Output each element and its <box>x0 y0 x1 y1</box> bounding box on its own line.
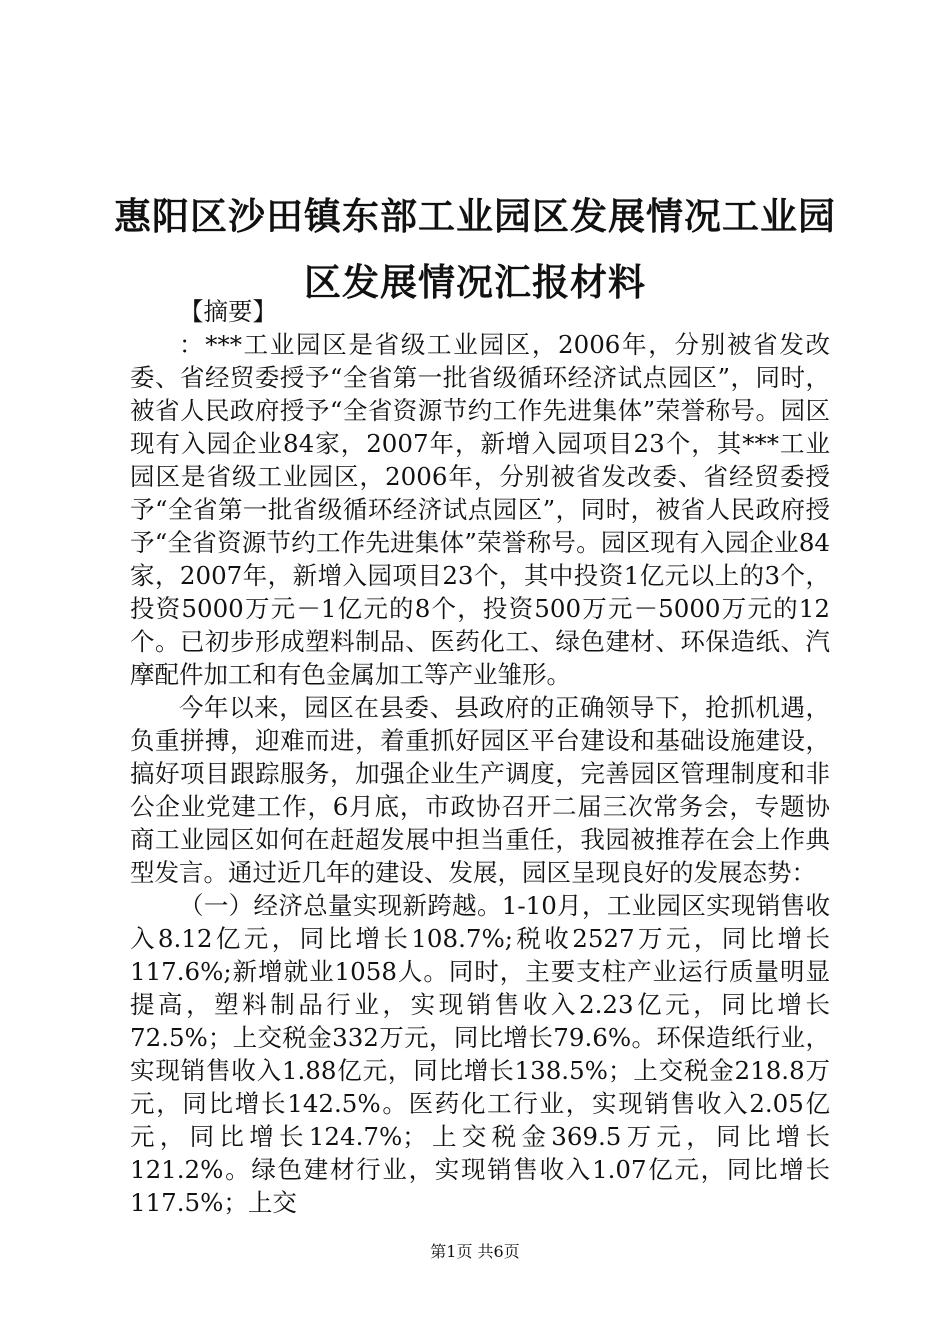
body-paragraph: （一）经济总量实现新跨越。1-10月，工业园区实现销售收入8.12亿元，同比增长108.7%;税收2527万元，同比增长117.6%;新增就业1058人。同时，主要支柱产业运行质量明显提高，塑料制品行业，实现销售收入2.23亿元，同比增长72.5%；上交税金332万元，同比增长79.6%。环保造纸行业，实现销售收入1.88亿元，同比增长138.5%；上交税金218.8万元，同比增长142.5%。医药化工行业，实现销售收入2.05亿元，同比增长124.7%；上交税金369.5万元，同比增长121.2%。绿色建材行业，实现销售收入1.07亿元，同比增长117.5%；上交 <box>130 891 830 1217</box>
document-body <box>130 295 830 1219</box>
page-number: 第1页 共6页 <box>430 1242 520 1261</box>
abstract-label: 【摘要】 <box>179 297 277 326</box>
abstract-paragraph: ：***工业园区是省级工业园区，2006年，分别被省发改委、省经贸委授予“全省第一批省级循环经济试点园区”，同时，被省人民政府授予“全省资源节约工作先进集体”荣誉称号。园区现有入园企业84家，2007年，新增入园项目23个，其***工业园区是省级工业园区，2006年，分别被省发改委、省经贸委授予“全省第一批省级循环经济试点园区”，同时，被省人民政府授予“全省资源节约工作先进集体”荣誉称号。园区现有入园企业84家，2007年，新增入园项目23个，其中投资1亿元以上的3个，投资5000万元－1亿元的8个，投资500万元－5000万元的12个。已初步形成塑料制品、医药化工、绿色建材、环保造纸、汽摩配件加工和有色金属加工等产业雏形。 <box>130 330 830 689</box>
document-title: 惠阳区沙田镇东部工业园区发展情况工业园区发展情况汇报材料 <box>114 194 836 304</box>
body-paragraph: 今年以来，园区在县委、县政府的正确领导下，抢抓机遇，负重拼搏，迎难而进，着重抓好园区平台建设和基础设施建设，搞好项目跟踪服务，加强企业生产调度，完善园区管理制度和非公企业党建工作，6月底，市政协召开二届三次常务会，专题协商工业园区如何在赶超发展中担当重任，我园被推荐在会上作典型发言。通过近几年的建设、发展，园区呈现良好的发展态势： <box>130 693 830 887</box>
